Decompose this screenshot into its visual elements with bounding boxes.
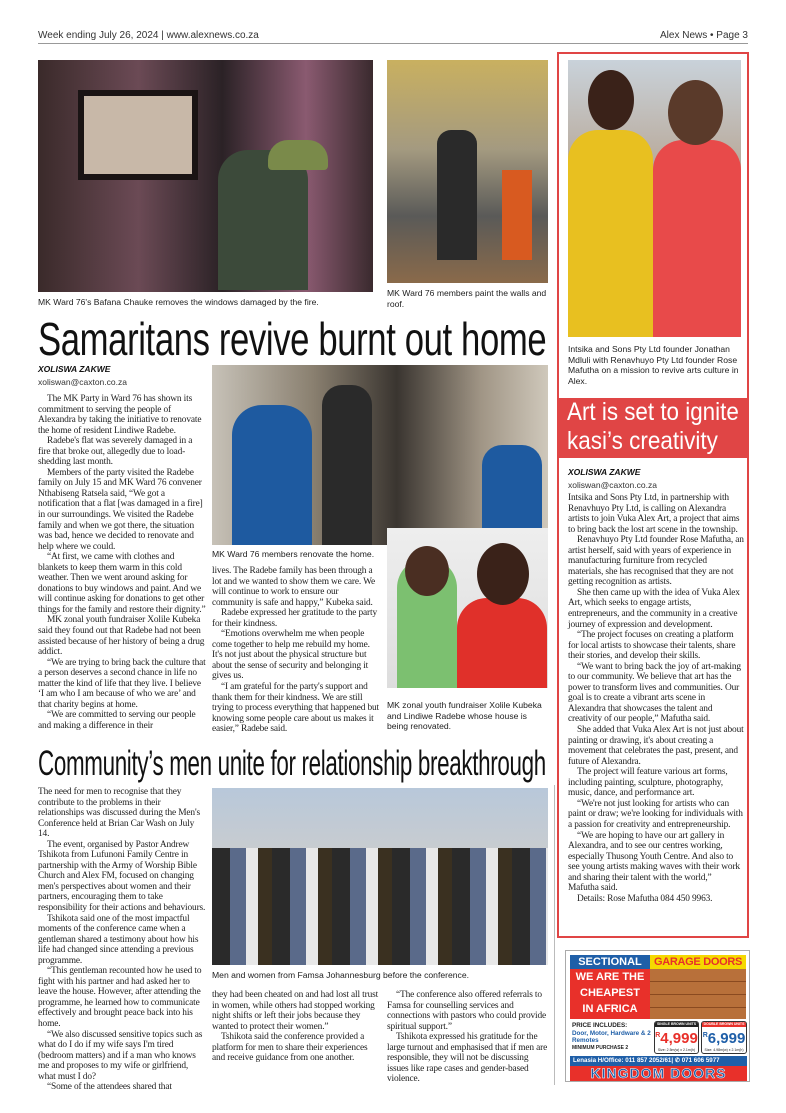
ad-slogan-line: IN AFRICA xyxy=(582,1003,638,1015)
ad-minimum: MINIMUM PURCHASE 2 xyxy=(572,1044,629,1051)
header-issue-info: Week ending July 26, 2024 | www.alexnews.co.za xyxy=(38,30,259,41)
ad-double-price-box xyxy=(701,1021,747,1054)
header-page-info: Alex News • Page 3 xyxy=(660,30,748,41)
ad-single-size: Size: 2.5m(w) x 2.1m(h) xyxy=(657,1048,696,1052)
ad-double-price: 6,999 xyxy=(707,1030,746,1047)
paragraph: “The conference also offered referrals to Famsa for counselling services and connections with pastors who could provide spiritual support.” xyxy=(387,990,547,1032)
photo-famsa-group xyxy=(212,788,548,965)
photo-man-removing-windows xyxy=(38,60,373,292)
ad-double-label: DOUBLE BROWN UNITS xyxy=(703,1022,745,1026)
article-headline-line1: Art is set to ignite xyxy=(567,398,739,426)
photo-caption: MK zonal youth fundraiser Xolile Kubeka and Lindiwe Radebe whose house is being renovated. xyxy=(387,700,542,731)
paragraph: Radebe's flat was severely damaged in a fire that broke out, allegedly due to load-shedding last month. xyxy=(38,436,193,468)
author-email[interactable]: xoliswan@caxton.co.za xyxy=(38,377,127,387)
paragraph: Tshikota expressed his gratitude for the large turnout and emphasised that if men are responsible, they will not be discussing issues like rape cases and gender-based violence. xyxy=(387,1032,548,1085)
ad-slogan-line: WE ARE THE xyxy=(575,971,645,983)
paragraph: “I am grateful for the party's support and thank them for their kindness. We are still trying to process everything that happened but knowing some people care about us makes it easier,” Radebe said. xyxy=(212,682,380,735)
paragraph: The need for men to recognise that they contribute to the problems in their relationships was discussed during the Men's Conference held at Brian Car Wash on July 14. xyxy=(38,787,200,840)
paragraph: “We are trying to bring back the culture that a person deserves a second chance in life no matter the kind of life that they live. I believe ‘I am who I am because of who we are’ and that charity begins at home. xyxy=(38,657,206,710)
paragraph: “The project focuses on creating a platform for local artists to showcase their talents, share their stories, and develop their skills. xyxy=(568,630,736,662)
article-column xyxy=(212,566,380,735)
ad-slogan-line: CHEAPEST xyxy=(580,987,640,999)
paragraph: lives. The Radebe family has been through a lot and we wanted to show them we care. We will continue to work to ensure our community is safe and happy,” Kubeka said. xyxy=(212,566,376,608)
ad-single-price-box xyxy=(654,1021,699,1054)
ad-garage-label: GARAGE DOORS xyxy=(650,955,746,969)
article-column xyxy=(568,493,744,904)
paragraph: The MK Party in Ward 76 has shown its commitment to serving the people of Alexandra by taking the initiative to renovate the home of resident Lindiwe Radebe. xyxy=(38,394,202,436)
art-headline-band xyxy=(557,398,749,458)
ad-includes-items: Door, Motor, Hardware & 2 Remotes xyxy=(572,1029,651,1044)
paragraph: “This gentleman recounted how he used to fight with his partner and had asked her to leave the house. However, after attending the programme, he learned how to communicate effectively and brought peace back into his home. xyxy=(38,966,202,1030)
ad-single-price: 4,999 xyxy=(660,1030,698,1047)
paragraph: Intsika and Sons Pty Ltd, in partnership with Renavhuyo Pty Ltd, is calling on Alexandra artists to join Vuka Alex Art, a project that aims to bring back the lost art scene in the township. xyxy=(568,493,740,535)
paragraph: Members of the party visited the Radebe family on July 15 and MK Ward 76 convener Nthabiseng Ratsela said, “We got a notification that a flat [was damaged in a fire] in our surroundings. We visited the Radebe family and when we got there, the situation was bad, hence we decided to renovate and help where we could. xyxy=(38,467,203,552)
paragraph: “We are hoping to have our art gallery in Alexandra, and to see our centres working, especially Thusong Youth Centre. And also to see young artists making waves with their work and sharing their talent with the world,” Mafutha said. xyxy=(568,830,740,894)
ad-slogan xyxy=(570,969,650,1019)
paragraph: “We want to bring back the joy of art-making to our community. We believe that art has the power to transform lives and communities. Our goal is to create a vibrant arts scene in Alexandra that showcases the talent and creativity of our people,” Mafutha said. xyxy=(568,661,741,725)
paragraph: Radebe expressed her gratitude to the party for their kindness. xyxy=(212,608,377,629)
paragraph: Renavhuyo Pty Ltd founder Rose Mafutha, an artist herself, said with years of experience in manufacturing furniture from recycled materials, she has recognised that they are not getting recognition as artists. xyxy=(568,535,744,588)
photo-caption: MK Ward 76 members renovate the home. xyxy=(212,549,375,559)
paragraph: The event, organised by Pastor Andrew Tshikota from Lufunoni Family Centre in partnership with the Army of Worship Bible Church and Alex FM, focused on changing men's perspectives about women and their partners, encouraging them to take responsibility for their actions and behaviours. xyxy=(38,839,206,914)
paragraph: they had been cheated on and had lost all trust in women, while others had stopped working night shifts or left their jobs because they wanted to protect their women.” xyxy=(212,990,379,1032)
header-divider xyxy=(38,43,748,44)
article-column xyxy=(38,394,206,732)
paragraph: She then came up with the idea of Vuka Alex Art, which seeks to engage artists, entrepreneurs, and the community in a creative journey of expression and development. xyxy=(568,587,740,630)
article-headline: Community’s men unite for relationship breakthrough xyxy=(38,744,546,783)
paragraph: Tshikota said one of the most impactful moments of the conference came when a gentleman shared a testimony about how his life had changed since attending a previous programme. xyxy=(38,913,199,966)
photo-caption: Intsika and Sons Pty Ltd founder Jonathan Mdluli with Renavhuyo Pty Ltd founder Rose Mafutha on a mission to revive arts culture in Alex. xyxy=(568,344,739,386)
ad-double-size: Size: 4.98m(w) x 2.1m(h) xyxy=(704,1048,744,1052)
paragraph: “We are committed to serving our people and making a difference in their xyxy=(38,710,196,731)
photo-caption: Men and women from Famsa Johannesburg before the conference. xyxy=(212,970,470,980)
ad-sectional-label: SECTIONAL xyxy=(570,955,650,969)
photo-mdluli-and-mafutha xyxy=(568,60,741,337)
article-column xyxy=(38,787,206,1093)
paragraph: “We also discussed sensitive topics such as what do I do if my wife says I'm tired (bedroom matters) and if a man who knows me and proposes to my wife or girlfriend, what must I do? xyxy=(38,1029,203,1082)
photo-caption: MK Ward 76 members paint the walls and roof. xyxy=(387,288,547,309)
paragraph: “We're not just looking for artists who can paint or draw; we're looking for individuals with a passion for creativity and entrepreneurship. xyxy=(568,798,743,830)
article-headline: Samaritans revive burnt out home xyxy=(38,313,547,365)
ad-currency: R xyxy=(702,1032,708,1039)
byline xyxy=(568,467,743,490)
paragraph: “At first, we came with clothes and blankets to keep them warm in this cold weather. Then we went around asking for donations to buy windows and paint. And we will continue asking for donations to get other things for the family and restore their dignity.” xyxy=(38,552,206,615)
ad-currency: R xyxy=(655,1032,661,1039)
paragraph: “Emotions overwhelm me when people come together to help me rebuild my home. It's not just about the physical structure but about the sense of security and belonging it gives us. xyxy=(212,629,370,682)
ad-brand-logo: KINGDOM DOORS xyxy=(570,1066,747,1081)
article-column xyxy=(387,990,549,1085)
photo-members-painting xyxy=(387,60,548,283)
garage-doors-advert[interactable] xyxy=(565,950,750,1082)
photo-kubeka-and-radebe xyxy=(387,528,548,688)
paragraph: The project will feature various art forms, including painting, sculpture, photography, music, dance, and performance art. xyxy=(568,767,728,799)
paragraph: She added that Vuka Alex Art is not just about painting or drawing, it's about creating a movement that celebrates the past, present, and future of Alexandra. xyxy=(568,725,744,767)
photo-members-renovating xyxy=(212,365,548,545)
author-email[interactable]: xoliswan@caxton.co.za xyxy=(568,480,657,490)
garage-door-image xyxy=(650,969,746,1019)
article-column xyxy=(212,990,380,1064)
ad-price-includes xyxy=(572,1022,652,1051)
paragraph: Tshikota said the conference provided a platform for men to share their experiences and receive guidance from one another. xyxy=(212,1032,368,1064)
author-name: XOLISWA ZAKWE xyxy=(38,364,111,374)
article-headline-line2: kasi’s creativity xyxy=(567,427,718,455)
author-name: XOLISWA ZAKWE xyxy=(568,467,641,477)
photo-caption: MK Ward 76's Bafana Chauke removes the windows damaged by the fire. xyxy=(38,297,319,307)
ad-includes-title: PRICE INCLUDES: xyxy=(572,1022,628,1029)
ad-contact: Lenasia H/Office: 011 857 2052/61| ✆ 071 606 5977 xyxy=(570,1056,747,1066)
paragraph: Details: Rose Mafutha 084 450 9963. xyxy=(577,893,713,904)
ad-single-label: SINGLE BROWN UNITS xyxy=(656,1022,697,1026)
byline xyxy=(38,364,205,387)
paragraph: “Some of the attendees shared that xyxy=(47,1082,172,1093)
column-divider xyxy=(554,785,555,1085)
paragraph: MK zonal youth fundraiser Xolile Kubeka said they found out that Radebe had not been assisted because of her history of being a drug addict. xyxy=(38,615,205,658)
